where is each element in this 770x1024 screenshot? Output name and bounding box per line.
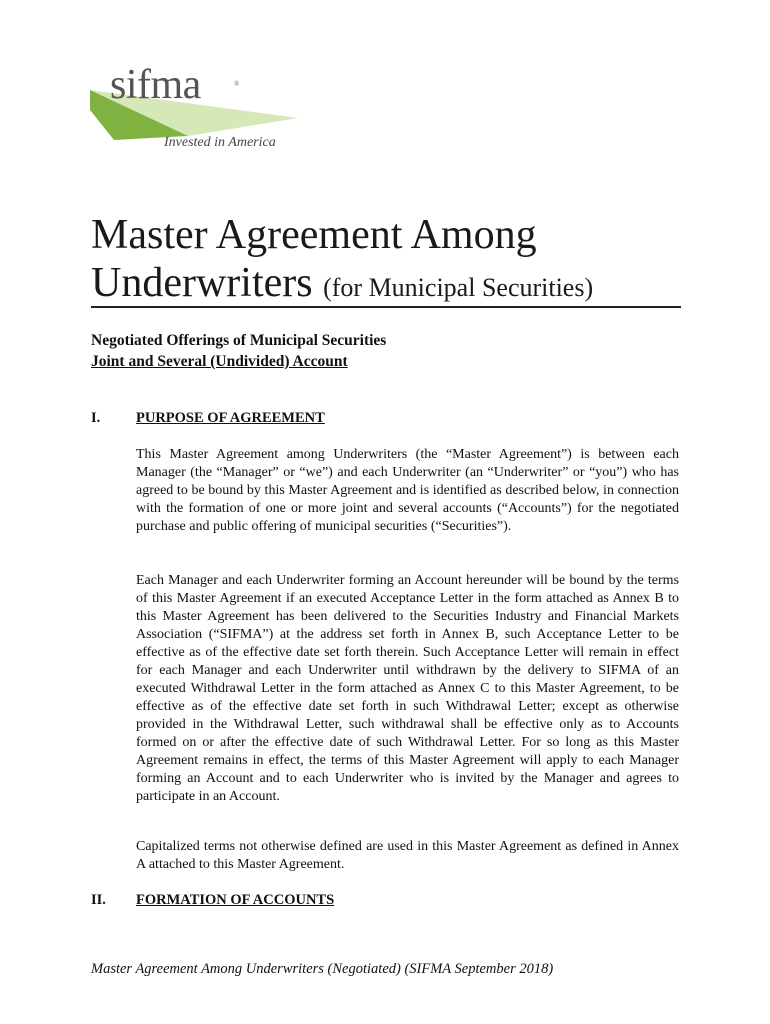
title-main-word: Underwriters [91, 260, 313, 306]
section-1-paragraph-1: This Master Agreement among Underwriters (the “Master Agreement”) is between each Manager (the “Manager” or “we”) and each Underwriter (an “Underwriter” or “you”) who has agreed to be bound by this Master Agreement and is identified as described below, in connection with the formation of one or more joint and several accounts (“Accounts”) for the negotiated purchase and public offering of municipal securities (“Securities”). [136, 447, 679, 534]
subheading-line-2: Joint and Several (Undivided) Account [91, 353, 348, 370]
section-1-title: PURPOSE OF AGREEMENT [136, 410, 325, 426]
section-1-paragraph-2: Each Manager and each Underwriter forming an Account hereunder will be bound by the terms of this Master Agreement if an executed Acceptance Letter in the form attached as Annex B to this Master Agreement has been delivered to the Securities Industry and Financial Markets Association (“SIFMA”) at the address set forth in Annex B, such Acceptance Letter to be effective as of the effective date set forth therein. Such Acceptance Letter will remain in effect for each Manager and each Underwriter until withdrawn by the delivery to SIFMA of an executed Withdrawal Letter in the form attached as Annex C to this Master Agreement, to be effective as of the effective date set forth in such Withdrawal Letter; except as otherwise provided in the Withdrawal Letter, such withdrawal shall be effective only as to Accounts formed on or after the effective date of such Withdrawal Letter. For so long as this Master Agreement remains in effect, the terms of this Master Agreement will apply to each Manager forming an Account and to each Underwriter who is invited by the Manager and agrees to participate in an Account. [136, 573, 679, 804]
section-1-paragraph-3: Capitalized terms not otherwise defined are used in this Master Agreement as defined in Annex A attached to this Master Agreement. [136, 839, 679, 872]
logo-tagline: Invested in America [164, 135, 276, 150]
logo-wordmark: sifma [110, 62, 201, 108]
section-2-number: II. [91, 892, 106, 908]
subheading-line-1: Negotiated Offerings of Municipal Securities [91, 332, 387, 349]
title-line-2 [91, 259, 681, 312]
document-subheading [91, 330, 386, 372]
page-footer: Master Agreement Among Underwriters (Negotiated) (SIFMA September 2018) [91, 961, 554, 977]
sifma-logo [88, 62, 298, 157]
document-title [91, 211, 681, 312]
logo-registered-mark: ® [234, 80, 240, 88]
title-line-1: Master Agreement Among [91, 212, 537, 258]
title-subtitle: (for Municipal Securities) [323, 273, 594, 302]
section-1-number: I. [91, 410, 101, 426]
title-underline-rule [91, 306, 681, 308]
section-2-title: FORMATION OF ACCOUNTS [136, 892, 335, 908]
